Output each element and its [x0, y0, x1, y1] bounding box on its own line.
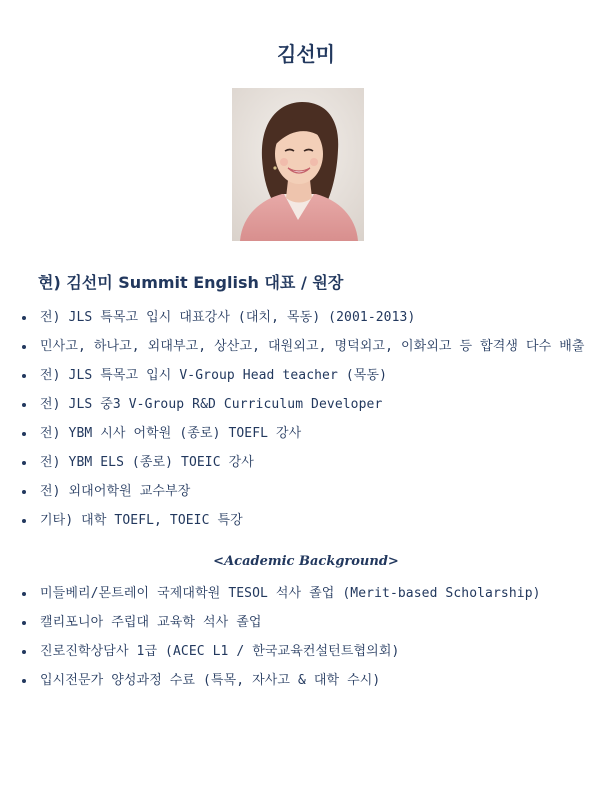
page-title: 김선미	[277, 42, 335, 66]
list-item-text: 전) YBM 시사 어학원 (종로) TOEFL 강사	[40, 426, 302, 441]
list-item-text: 진로진학상담사 1급 (ACEC L1 / 한국교육컨설턴트협의회)	[40, 644, 400, 659]
list-item	[22, 666, 597, 695]
list-item	[22, 303, 597, 332]
list-item-text: 민사고, 하나고, 외대부고, 상산고, 대원외고, 명덕외고, 이화외고 등 합격생 다수 배출	[40, 339, 585, 354]
current-position: 현) 김선미 Summit English 대표 / 원장	[38, 273, 344, 292]
list-item-text: 캘리포니아 주립대 교육학 석사 졸업	[40, 615, 262, 630]
bullet-icon	[22, 403, 26, 407]
list-item	[22, 608, 597, 637]
profile-photo	[232, 88, 364, 241]
list-item	[22, 332, 597, 361]
list-item	[22, 477, 597, 506]
list-item	[22, 637, 597, 666]
bullet-icon	[22, 461, 26, 465]
list-item-text: 전) 외대어학원 교수부장	[40, 484, 191, 499]
portrait-image	[232, 88, 364, 241]
list-item	[22, 579, 597, 608]
bullet-icon	[22, 316, 26, 320]
bullet-icon	[22, 621, 26, 625]
bullet-icon	[22, 345, 26, 349]
list-item-text: 기타) 대학 TOEFL, TOEIC 특강	[40, 513, 243, 528]
bullet-icon	[22, 679, 26, 683]
bullet-icon	[22, 490, 26, 494]
list-item	[22, 506, 597, 535]
bullet-icon	[22, 650, 26, 654]
list-item	[22, 361, 597, 390]
list-item-text: 전) JLS 중3 V-Group R&D Curriculum Developer	[40, 397, 383, 412]
bullet-icon	[22, 432, 26, 436]
bullet-icon	[22, 592, 26, 596]
list-item-text: 전) JLS 특목고 입시 대표강사 (대치, 목동) (2001-2013)	[40, 310, 416, 325]
academic-list	[22, 579, 597, 695]
bullet-icon	[22, 374, 26, 378]
list-item	[22, 419, 597, 448]
career-list	[22, 303, 597, 535]
list-item-text: 입시전문가 양성과정 수료 (특목, 자사고 & 대학 수시)	[40, 673, 381, 688]
bullet-icon	[22, 519, 26, 523]
list-item-text: 전) YBM ELS (종로) TOEIC 강사	[40, 455, 254, 470]
list-item	[22, 390, 597, 419]
academic-heading: <Academic Background>	[213, 554, 399, 569]
list-item	[22, 448, 597, 477]
list-item-text: 미들베리/몬트레이 국제대학원 TESOL 석사 졸업 (Merit-based Scholarship)	[40, 586, 541, 601]
list-item-text: 전) JLS 특목고 입시 V-Group Head teacher (목동)	[40, 368, 387, 383]
